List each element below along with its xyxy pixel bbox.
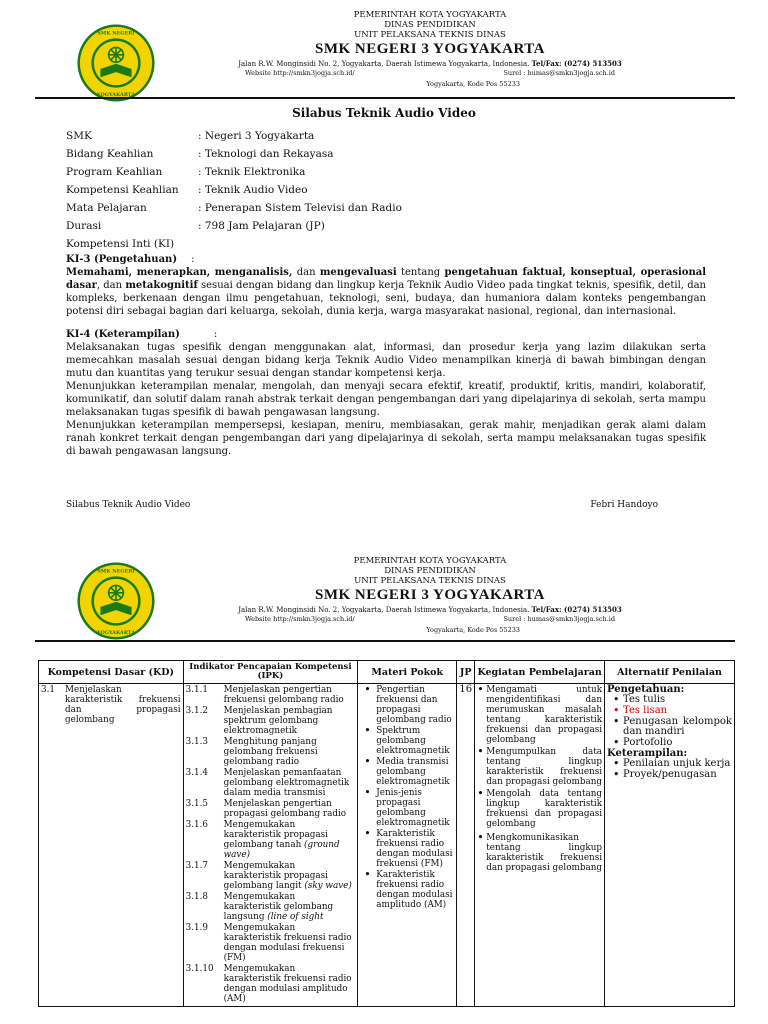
school-logo-icon bbox=[75, 22, 157, 104]
header-materi: Materi Pokok bbox=[358, 661, 457, 684]
penilaian-keterampilan-heading: Keterampilan: bbox=[607, 748, 688, 759]
header-kd: Kompetensi Dasar (KD) bbox=[39, 661, 184, 684]
unit-line: UNIT PELAKSANA TEKNIS DINAS bbox=[354, 576, 506, 586]
info-block bbox=[66, 127, 706, 253]
phone: Tel/Fax: (0274) 513503 bbox=[531, 605, 622, 614]
ipk-item: 3.1.3 Menghitung panjang gelombang frekuensi gelombang radio bbox=[185, 737, 318, 767]
header-kegiatan: Kegiatan Pembelajaran bbox=[475, 661, 605, 684]
ipk-item: 3.1.2 Menjelaskan pembagian spektrum gelombang elektromagnetik bbox=[185, 706, 333, 736]
penilaian-item: • Portofolio bbox=[607, 738, 732, 748]
ipk-item: 3.1.5 Menjelaskan pengertian propagasi gelombang radio bbox=[185, 799, 347, 819]
kegiatan-item: • Mengkomunikasikan tentang lingkup karakteristik frekuensi dan propagasi gelombang bbox=[477, 833, 602, 873]
svg-text:SMK NEGERI: SMK NEGERI bbox=[97, 30, 135, 37]
silabus-table bbox=[38, 660, 735, 1007]
materi-item: • Karakteristik frekuensi radio dengan modulasi amplitudo (AM) bbox=[360, 870, 454, 910]
ipk-item: 3.1.1 Menjelaskan pengertian frekuensi gelombang radio bbox=[185, 685, 344, 705]
phone: Tel/Fax: (0274) 513503 bbox=[531, 59, 622, 68]
ipk-cell bbox=[183, 684, 358, 1007]
penilaian-item: • Proyek/penugasan bbox=[607, 770, 732, 780]
address: Jalan R.W. Monginsidi No. 2, Yogyakarta, Daerah Istimewa Yogyakarta, Indonesia. bbox=[238, 60, 530, 68]
info-row: Program Keahlian : Teknik Elektronika bbox=[66, 166, 306, 178]
materi-item: • Spektrum gelombang elektromagnetik bbox=[360, 726, 454, 756]
ipk-item: 3.1.7 Mengemukakan karakteristik propagasi gelombang langit (sky wave) bbox=[185, 861, 352, 891]
svg-text:YOGYAKARTA: YOGYAKARTA bbox=[96, 629, 136, 636]
penilaian-item: • Tes lisan bbox=[607, 706, 732, 716]
table-header-row bbox=[39, 661, 735, 684]
dept-line: DINAS PENDIDIKAN bbox=[384, 20, 476, 30]
info-row: Bidang Keahlian : Teknologi dan Rekayasa bbox=[66, 148, 334, 160]
table-row bbox=[39, 684, 735, 1007]
info-row: SMK : Negeri 3 Yogyakarta bbox=[66, 130, 315, 142]
ipk-item: 3.1.4 Menjelaskan pemanfaatan gelombang elektromagnetik dalam media transmisi bbox=[185, 768, 350, 798]
jp-cell: 16 bbox=[457, 684, 475, 1007]
kd-cell: 3.1 Menjelaskan karakteristik frekuensi dan propagasi gelombang bbox=[39, 684, 184, 1007]
ipk-item: 3.1.8 Mengemukakan karakteristik gelombang langsung (line of sight bbox=[185, 892, 334, 922]
ki3-heading: KI-3 (Pengetahuan) bbox=[66, 254, 178, 265]
penilaian-cell bbox=[605, 684, 735, 1007]
kegiatan-item: • Mengumpulkan data tentang lingkup karakteristik frekuensi dan propagasi gelombang bbox=[477, 747, 602, 787]
ipk-item: 3.1.9 Mengemukakan karakteristik frekuensi radio dengan modulasi frekuensi (FM) bbox=[185, 923, 352, 963]
email-link[interactable]: Surel : humas@smkn3jogja.sch.id bbox=[503, 615, 615, 623]
city-postcode: Yogyakarta, Kode Pos 55233 bbox=[426, 80, 520, 88]
kegiatan-cell bbox=[475, 684, 605, 1007]
footer-left: Silabus Teknik Audio Video bbox=[66, 500, 191, 510]
ki4-text-3: Menunjukkan keterampilan mempersepsi, kesiapan, meniru, membiasakan, gerak mahir, menjadikan gerak alami dalam ranah konkret terkait dengan pengembangan dari yang dipelajarinya di sekolah, serta mampu melaksanakan tugas spesifik di bawah pengawasan langsung. bbox=[66, 420, 706, 457]
document-title: Silabus Teknik Audio Video bbox=[292, 106, 476, 120]
header-ipk: Indikator Pencapaian Kompetensi (IPK) bbox=[183, 661, 358, 684]
info-row: Mata Pelajaran : Penerapan Sistem Televisi dan Radio bbox=[66, 202, 402, 214]
svg-text:YOGYAKARTA: YOGYAKARTA bbox=[96, 91, 136, 98]
penilaian-pengetahuan-heading: Pengetahuan: bbox=[607, 684, 685, 695]
ki4-heading: KI-4 (Keterampilan) bbox=[66, 329, 180, 340]
ki4-text-2: Menunjukkan keterampilan menalar, mengolah, dan menyaji secara efektif, kreatif, produktif, kritis, mandiri, kolaboratif, komunikatif, dan solutif dalam ranah abstrak terkait dengan pengembangan dari yang dipelajarinya di sekolah, serta mampu melaksanakan tugas spesifik di bawah pengawasan langsung. bbox=[66, 381, 706, 418]
letterhead bbox=[0, 556, 768, 636]
ki4-text-1: Melaksanakan tugas spesifik dengan menggunakan alat, informasi, dan prosedur kerja yang lazim dilakukan serta memecahkan masalah sesuai dengan bidang kerja Teknik Audio Video menampilkan kinerja di bawah bimbingan dengan mutu dan kuantitas yang terukur sesuai dengan standar kompetensi kerja. bbox=[66, 342, 706, 379]
school-name: SMK NEGERI 3 YOGYAKARTA bbox=[314, 587, 546, 603]
ki3-section: KI-3 (Pengetahuan) : Memahami, menerapkan, menganalisis, dan mengevaluasi tentang pengetahuan faktual, konseptual, operasional dasar, dan metakognitif sesuai dengan bidang dan lingkup kerja Teknik Audio Video pada tingkat teknis, spesifik, detil, dan kompleks, berkenaan dengan ilmu pengetahuan, teknologi, seni, budaya, dan humaniora dalam konteks pengembangan potensi diri sebagai bagian dari keluarga, sekolah, dunia kerja, warga masyarakat nasional, regional, dan internasional. bbox=[66, 254, 706, 317]
svg-text:SMK NEGERI: SMK NEGERI bbox=[97, 568, 135, 575]
school-name: SMK NEGERI 3 YOGYAKARTA bbox=[314, 41, 546, 57]
dept-line: DINAS PENDIDIKAN bbox=[384, 566, 476, 576]
city-postcode: Yogyakarta, Kode Pos 55233 bbox=[426, 626, 520, 634]
website-link[interactable]: Website http://smkn3jogja.sch.id/ bbox=[245, 69, 355, 77]
materi-item: • Media transmisi gelombang elektromagnetik bbox=[360, 757, 454, 787]
header-rule bbox=[35, 640, 735, 642]
penilaian-item: • Tes tulis bbox=[607, 695, 732, 705]
page-footer bbox=[66, 500, 658, 510]
materi-item: • Jenis-jenis propagasi gelombang elektromagnetik bbox=[360, 788, 454, 828]
header-penilaian: Alternatif Penilaian bbox=[605, 661, 735, 684]
header-rule bbox=[35, 97, 735, 99]
header-jp: JP bbox=[457, 661, 475, 684]
address: Jalan R.W. Monginsidi No. 2, Yogyakarta, Daerah Istimewa Yogyakarta, Indonesia. bbox=[238, 606, 530, 614]
ki4-section: KI-4 (Keterampilan) : Melaksanakan tugas spesifik dengan menggunakan alat, informasi, dan prosedur kerja yang lazim dilakukan serta memecahkan masalah sesuai dengan bidang kerja Teknik Audio Video menampilkan kinerja di bawah bimbingan dengan mutu dan kuantitas yang terukur sesuai dengan standar kompetensi kerja. Menunjukkan keterampilan menalar, mengolah, dan menyaji secara efektif, kreatif, produktif, kritis, mandiri, kolaboratif, komunikatif, dan solutif dalam ranah abstrak terkait dengan pengembangan dari yang dipelajarinya di sekolah, serta mampu melaksanakan tugas spesifik di bawah pengawasan langsung. Menunjukkan keterampilan mempersepsi, kesiapan, meniru, membiasakan, gerak mahir, menjadikan gerak alami dalam ranah konkret terkait dengan pengembangan dari yang dipelajarinya di sekolah, serta mampu melaksanakan tugas spesifik di bawah pengawasan langsung. bbox=[66, 329, 706, 457]
materi-item: • Karakteristik frekuensi radio dengan modulasi frekuensi (FM) bbox=[360, 829, 454, 869]
kegiatan-item: • Mengamati untuk mengidentifikasi dan merumuskan masalah tentang karakteristik frekuensi dan propagasi gelombang bbox=[477, 685, 602, 745]
info-row: Kompetensi Keahlian : Teknik Audio Video bbox=[66, 184, 308, 196]
penilaian-item: • Penilaian unjuk kerja bbox=[607, 759, 732, 769]
gov-line: PEMERINTAH KOTA YOGYAKARTA bbox=[353, 556, 507, 566]
ipk-item: 3.1.10 Mengemukakan karakteristik frekuensi radio dengan modulasi amplitudo (AM) bbox=[185, 964, 352, 1004]
school-logo-icon bbox=[75, 560, 157, 642]
email-link[interactable]: Surel : humas@smkn3jogja.sch.id bbox=[503, 69, 615, 77]
info-row: Durasi : 798 Jam Pelajaran (JP) bbox=[66, 220, 325, 232]
gov-line: PEMERINTAH KOTA YOGYAKARTA bbox=[353, 10, 507, 20]
ki3-text: Memahami, menerapkan, menganalisis, dan mengevaluasi tentang pengetahuan faktual, konseptual, operasional dasar, dan metakognitif sesuai dengan bidang dan lingkup kerja Teknik Audio Video pada tingkat teknis, spesifik, detil, dan kompleks, berkenaan dengan ilmu pengetahuan, teknologi, seni, budaya, dan humaniora dalam konteks pengembangan potensi diri sebagai bagian dari keluarga, sekolah, dunia kerja, warga masyarakat nasional, regional, dan internasional. bbox=[66, 267, 706, 317]
page-2 bbox=[0, 540, 768, 1024]
materi-item: • Pengertian frekuensi dan propagasi gelombang radio bbox=[360, 685, 454, 725]
ipk-item: 3.1.6 Mengemukakan karakteristik propagasi gelombang tanah (ground wave) bbox=[185, 820, 340, 860]
unit-line: UNIT PELAKSANA TEKNIS DINAS bbox=[354, 30, 506, 40]
materi-cell bbox=[358, 684, 457, 1007]
footer-right: Febri Handoyo bbox=[590, 500, 658, 510]
website-link[interactable]: Website http://smkn3jogja.sch.id/ bbox=[245, 615, 355, 623]
penilaian-item: • Penugasan kelompok dan mandiri bbox=[607, 717, 732, 737]
info-row: Kompetensi Inti (KI) bbox=[66, 238, 175, 250]
kegiatan-item: • Mengolah data tentang lingkup karakteristik frekuensi dan propagasi gelombang bbox=[477, 789, 602, 829]
letterhead bbox=[0, 10, 768, 98]
